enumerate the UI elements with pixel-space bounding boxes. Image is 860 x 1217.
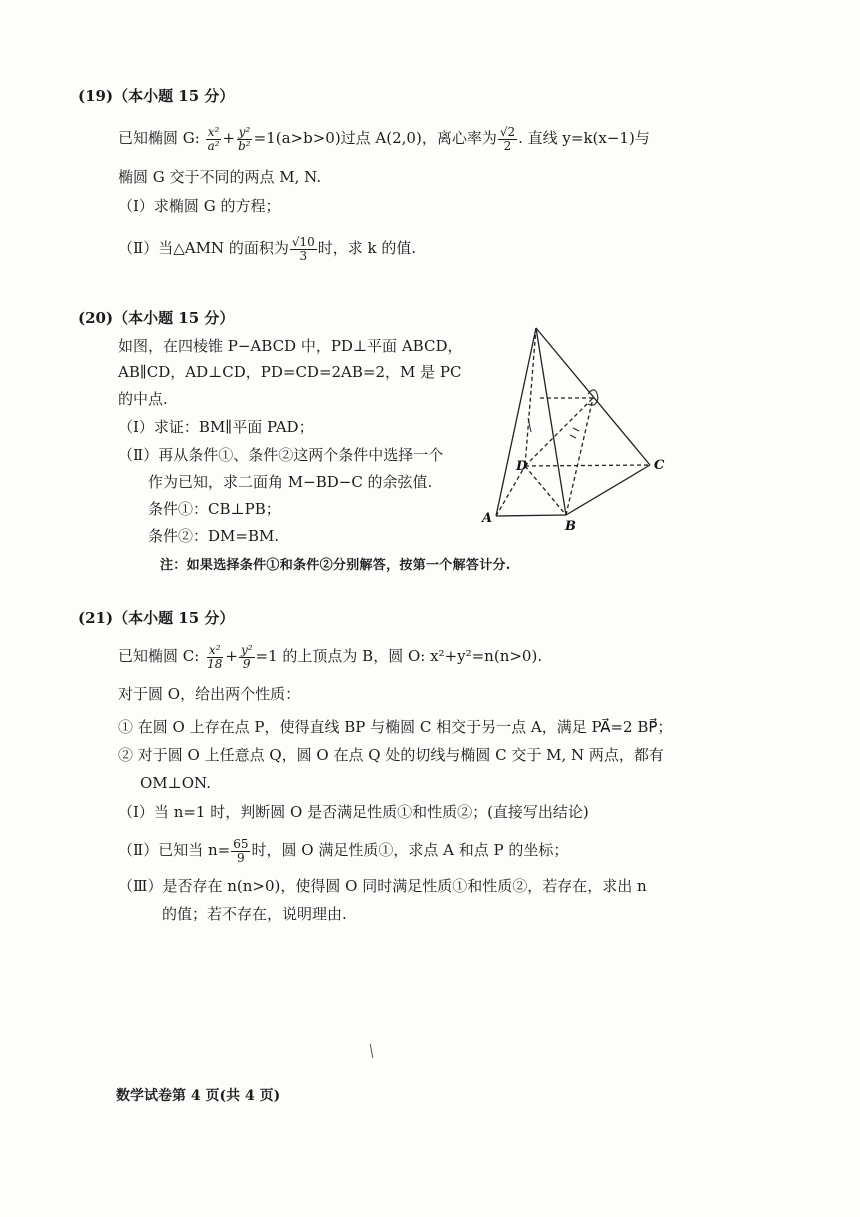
q21-frac-y: $\frac{\text{y²}}{9}$	[240, 642, 253, 671]
pyramid-figure	[470, 318, 680, 540]
q20-header: (20)（本小题 15 分）	[78, 309, 235, 327]
q19-area-frac: $\frac{√10}{3}$	[291, 234, 315, 263]
q21-part2-pre: （Ⅱ）已知当 n=	[118, 841, 231, 859]
q20-cond1: 条件①：CB⊥PB；	[148, 500, 281, 518]
edge-bm	[566, 398, 593, 515]
q21-frac-x: $\frac{\text{x²}}{18}$	[207, 642, 223, 671]
q19-part1: （Ⅰ）求椭圆 G 的方程；	[118, 197, 281, 215]
tick-3	[528, 418, 531, 432]
q21-prop2-line2: OM⊥ON.	[140, 774, 211, 792]
edge-dm	[525, 398, 593, 466]
label-c: C	[654, 458, 665, 473]
q20-part2-line2: 作为已知，求二面角 M−BD−C 的余弦值.	[148, 473, 433, 491]
page-footer: 数学试卷第 4 页(共 4 页)	[116, 1088, 281, 1104]
q20-cond2: 条件②：DM=BM.	[148, 527, 280, 545]
tick-2	[570, 435, 576, 438]
q21-part2	[118, 832, 568, 868]
q19-stem: 已知椭圆 G: $\frac{\text{x²}}{\text{a²}}$ + $\frac{\text{y²}}{\text{b²}}$ =1(a>b>0)过点 A(2,0)，离心率为 $\frac{√2}{2}$ . 直线 y=k(x−1)与	[118, 124, 650, 153]
q20-line2: AB∥CD，AD⊥CD，PD=CD=2AB=2，M 是 PC	[118, 363, 462, 381]
q21-stem: 已知椭圆 C: $\frac{\text{x²}}{18}$ + $\frac{\text{y²}}{9}$ =1 的上顶点为 B，圆 O: x²+y²=n(n>0).	[118, 642, 543, 671]
q19-part2-pre: （Ⅱ）当△AMN 的面积为	[118, 239, 289, 257]
edge-dc	[525, 465, 650, 466]
q21-n-frac: $\frac{65}{9}$	[233, 836, 249, 865]
q21-prop2-line1: ② 对于圆 O 上任意点 Q，圆 O 在点 Q 处的切线与椭圆 C 交于 M, N 两点，都有	[118, 746, 664, 764]
q20-note: 注：如果选择条件①和条件②分别解答，按第一个解答计分.	[160, 558, 511, 573]
q20-part2-line1: （Ⅱ）再从条件①、条件②这两个条件中选择一个	[118, 446, 444, 464]
q21-header: (21)（本小题 15 分）	[78, 609, 235, 627]
q21-stem-pre: 已知椭圆 C:	[118, 647, 205, 665]
q19-stem-post: . 直线 y=k(x−1)与	[518, 129, 650, 147]
label-b: B	[565, 519, 576, 534]
q19-frac-x: $\frac{\text{x²}}{\text{a²}}$	[207, 124, 220, 153]
label-d: D	[516, 459, 528, 474]
q19-header: (19)（本小题 15 分）	[78, 87, 235, 105]
q21-stem-post: =1 的上顶点为 B，圆 O: x²+y²=n(n>0).	[255, 647, 543, 665]
q19-part2	[118, 230, 416, 266]
q21-part1: （Ⅰ）当 n=1 时，判断圆 O 是否满足性质①和性质②；(直接写出结论)	[118, 803, 589, 821]
edge-ab	[496, 515, 566, 516]
scan-mark	[370, 1044, 373, 1058]
edge-bc	[566, 465, 650, 515]
q21-part2-post: 时，圆 O 满足性质①，求点 A 和点 P 的坐标；	[251, 841, 569, 859]
q19-part2-post: 时，求 k 的值.	[317, 239, 417, 257]
edge-pb	[536, 328, 566, 515]
q20-line1: 如图，在四棱锥 P−ABCD 中，PD⊥平面 ABCD，	[118, 337, 463, 355]
q21-part3-line2: 的值；若不存在，说明理由.	[162, 905, 347, 923]
q19-ecc-frac: $\frac{√2}{2}$	[499, 124, 516, 153]
edge-pa	[496, 328, 536, 516]
q21-prop1: ① 在圆 O 上存在点 P，使得直线 BP 与椭圆 C 相交于另一点 A，满足 PA⃗=2 BP⃗；	[118, 718, 673, 736]
q21-line2: 对于圆 O，给出两个性质：	[118, 685, 301, 703]
label-a: A	[482, 511, 493, 526]
q19-frac-y: $\frac{\text{y²}}{\text{b²}}$	[238, 124, 251, 153]
q20-part1: （Ⅰ）求证：BM∥平面 PAD；	[118, 418, 314, 436]
q19-line2: 椭圆 G 交于不同的两点 M, N.	[118, 168, 322, 186]
q19-stem-mid: =1(a>b>0)过点 A(2,0)，离心率为	[253, 129, 497, 147]
edge-pc	[536, 328, 650, 465]
q19-stem-pre: 已知椭圆 G:	[118, 129, 205, 147]
q20-line3: 的中点.	[118, 390, 168, 408]
tick-1	[573, 428, 579, 431]
q21-part3-line1: （Ⅲ）是否存在 n(n>0)，使得圆 O 同时满足性质①和性质②，若存在，求出 n	[118, 877, 647, 895]
edge-pd	[525, 328, 536, 466]
